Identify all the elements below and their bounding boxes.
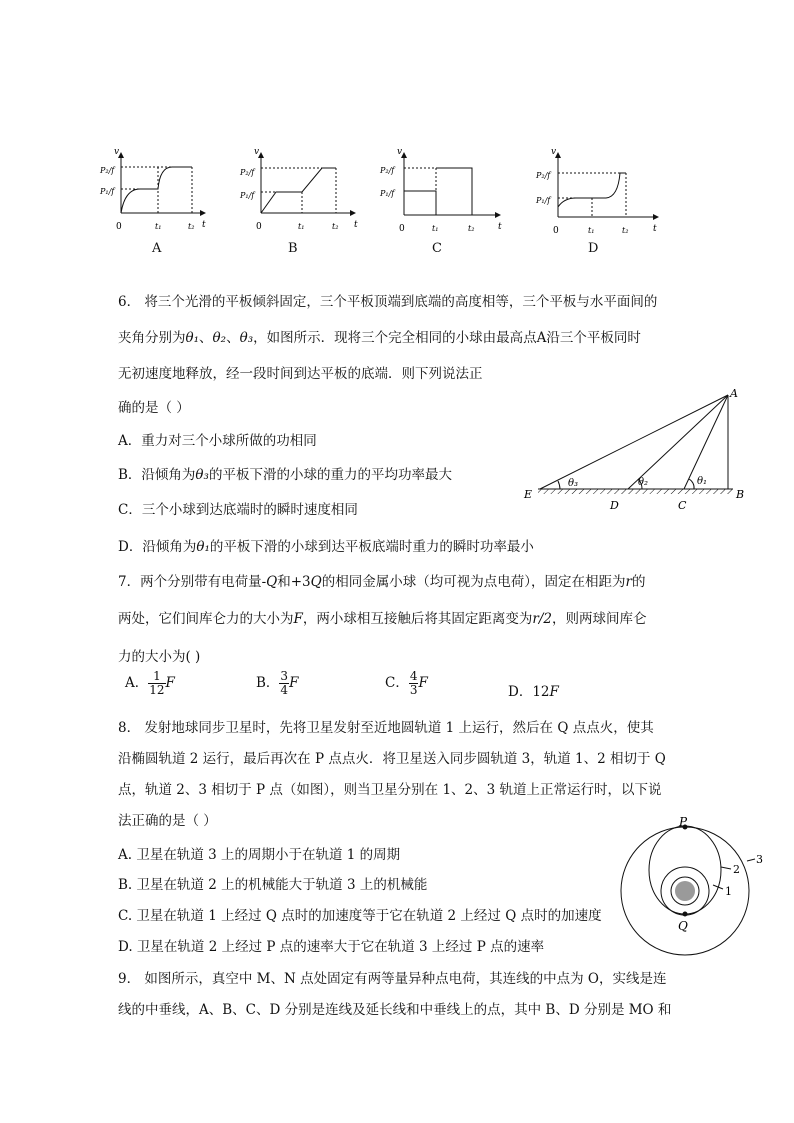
q6-option-a: A．重力对三个小球所做的功相同 [118,433,317,449]
q8-line4: 法正确的是（ ） [118,813,217,829]
q8-option-a: A. 卫星在轨道 3 上的周期小于在轨道 1 的周期 [118,847,401,863]
axis-t: t [202,220,206,230]
q7-line1: 7．两个分别带有电荷量-Q和+3Q的相同金属小球（均可视为点电荷），固定在相距为r的 [118,574,646,590]
t2-label: t₂ [622,226,629,235]
graph-b [240,145,360,255]
p2-label: P₂/f [380,166,395,175]
graph-d-svg [536,145,665,255]
point-d: D [610,499,619,512]
q7-line3: 力的大小为( ) [118,649,201,665]
q7-option-a: A． $\frac{1}{12}$ F [125,669,175,697]
t1-label: t₁ [155,222,162,231]
origin: 0 [553,226,559,236]
axis-t: t [354,220,358,230]
q7-option-b: B． $\frac{3}{4}$ F [256,669,299,697]
orbit-1-label: 1 [725,885,732,898]
p2-label: P₂/f [536,171,551,180]
t2-label: t₂ [468,224,475,233]
p1-label: P₁/f [100,187,115,196]
t1-label: t₁ [432,224,439,233]
theta3-label: θ₃ [568,478,579,489]
q7-line2: 两处，它们间库仑力的大小为F，两小球相互接触后将其固定距离变为r/2，则两球间库仑 [118,611,647,627]
axis-t: t [653,224,657,234]
point-c: C [678,499,687,512]
q6-option-b: B．沿倾角为θ₃的平板下滑的小球的重力的平均功率最大 [118,467,452,483]
q6-figure [518,385,758,515]
p2-label: P₂/f [240,168,255,177]
q6-line2: 夹角分别为θ₁、θ₂、θ₃，如图所示．现将三个完全相同的小球由最高点A沿三个平板同时 [118,330,641,346]
point-q-dot [683,912,688,917]
orbit-diagram [615,815,775,960]
axis-t: t [498,222,502,232]
graph-d-label: D [588,241,599,256]
point-p: P [679,815,688,829]
q6-option-d: D．沿倾角为θ₁的平板下滑的小球到达平板底端时重力的瞬时功率最小 [118,539,534,555]
p1-label: P₁/f [380,189,395,198]
graph-a-svg [100,145,210,255]
point-a: A [730,387,738,400]
incline-diagram [518,385,758,515]
p1-label: P₁/f [536,196,551,205]
graph-a-label: A [152,241,162,256]
q9-line2: 线的中垂线，A、B、C、D 分别是连线及延长线和中垂线上的点，其中 B、D 分别是 MO 和 [118,1002,672,1018]
q6-line3: 无初速度地释放，经一段时间到达平板的底端．则下列说法正 [118,366,483,382]
p1-label: P₁/f [240,191,255,200]
q6-line1: 6． 将三个光滑的平板倾斜固定，三个平板顶端到底端的高度相等，三个平板与水平面间的 [118,294,658,310]
t1-label: t₁ [588,226,595,235]
graph-b-svg [240,145,360,255]
origin: 0 [399,224,405,234]
axis-v: v [114,147,120,157]
theta1-label: θ₁ [697,476,708,487]
axis-v: v [254,147,260,157]
orbit-3-label: 3 [756,853,763,866]
graph-a [100,145,210,255]
q7-option-d: D．12F [508,684,559,700]
q6-line4: 确的是（ ） [118,400,190,416]
t2-label: t₂ [188,222,195,231]
q8-figure [615,815,775,960]
q8-line2: 沿椭圆轨道 2 运行，最后再次在 P 点点火．将卫星送入同步圆轨道 3，轨道 1、2 相切于 Q [118,751,666,767]
axis-v: v [397,147,403,157]
point-e: E [524,488,533,501]
t2-label: t₂ [332,222,339,231]
q8-line3: 点，轨道 2、3 相切于 P 点（如图），则当卫星分别在 1、2、3 轨道上正常运行时，以下说 [118,782,662,798]
q9-line1: 9． 如图所示，真空中 M、N 点处固定有两等量异种点电荷，其连线的中点为 O，实线是连 [118,971,667,987]
q8-option-d: D. 卫星在轨道 2 上经过 P 点的速率大于它在轨道 3 上经过 P 点的速率 [118,939,545,955]
origin: 0 [256,222,262,232]
theta2-label: θ₂ [638,477,649,488]
origin: 0 [116,222,122,232]
q7-option-c: C． $\frac{4}{3}$ F [385,669,428,697]
earth-core [675,881,695,901]
q6-option-c: C．三个小球到达底端时的瞬时速度相同 [118,502,358,518]
t1-label: t₁ [298,222,305,231]
q8-option-c: C. 卫星在轨道 1 上经过 Q 点时的加速度等于它在轨道 2 上经过 Q 点时的加速度 [118,908,602,924]
q8-line1: 8． 发射地球同步卫星时，先将卫星发射至近地圆轨道 1 上运行，然后在 Q 点点火，使其 [118,720,654,736]
graph-c-label: C [432,241,442,256]
graph-d [536,145,665,256]
orbit-2-label: 2 [733,863,740,876]
q8-option-b: B. 卫星在轨道 2 上的机械能大于轨道 3 上的机械能 [118,877,428,893]
p2-label: P₂/f [100,166,115,175]
axis-v: v [551,147,557,157]
point-q: Q [678,919,688,933]
graph-c [380,145,505,255]
graph-c-svg [380,145,505,255]
point-b: B [736,488,745,501]
graph-b-label: B [288,241,298,256]
